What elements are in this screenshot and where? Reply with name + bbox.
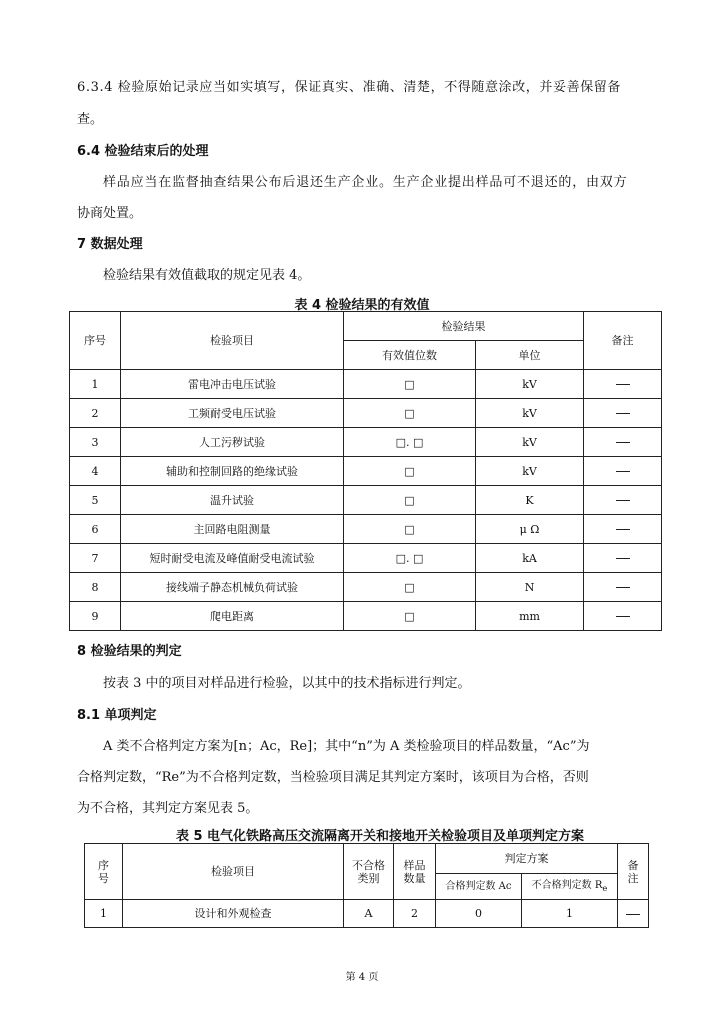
heading-6-4: 6.4 检验结束后的处理 [77, 144, 209, 159]
row-remark [584, 457, 662, 486]
dash-mark [616, 587, 630, 588]
row-unit: K [476, 486, 584, 515]
header-no-char1: 序 [98, 858, 109, 872]
table4-header-digits: 有效值位数 [344, 341, 476, 370]
row-digits: □ [344, 573, 476, 602]
row-no: 7 [70, 544, 121, 573]
paragraph-6-4-line2: 协商处置。 [77, 206, 143, 221]
header-remark-char2: 注 [627, 871, 639, 885]
row-digits: □ [344, 457, 476, 486]
page-number: 第 4 页 [345, 972, 379, 983]
row-no: 9 [70, 602, 121, 631]
paragraph-6-3-4-line2: 查。 [77, 112, 104, 127]
paragraph-6-3-4-line1: 6.3.4 检验原始记录应当如实填写，保证真实、准确、清楚，不得随意涂改，并妥善保留备 [77, 80, 622, 95]
row-digits: □ [344, 515, 476, 544]
table-row [70, 428, 662, 457]
dash-mark [616, 471, 630, 472]
header-qty-line1: 样品 [403, 858, 426, 872]
table4-caption: 表 4 检验结果的有效值 [294, 298, 430, 313]
row-no: 1 [70, 370, 121, 399]
row-unit: kV [476, 399, 584, 428]
row-remark [618, 900, 649, 928]
header-cat-line1: 不合格 [352, 858, 385, 872]
dash-mark [616, 442, 630, 443]
paragraph-8-1-line3: 为不合格，其判定方案见表 5。 [77, 801, 259, 816]
table-row [70, 602, 662, 631]
header-qty-line2: 数量 [403, 871, 426, 885]
table4-header-unit: 单位 [476, 341, 584, 370]
dash-mark [616, 558, 630, 559]
row-unit: mm [476, 602, 584, 631]
row-item: 短时耐受电流及峰值耐受电流试验 [121, 544, 344, 573]
paragraph-8: 按表 3 中的项目对样品进行检验，以其中的技术指标进行判定。 [103, 676, 471, 691]
paragraph-7: 检验结果有效值截取的规定见表 4。 [103, 268, 311, 283]
table-row [85, 900, 649, 928]
row-item: 雷电冲击电压试验 [121, 370, 344, 399]
table5-header-category [344, 844, 394, 900]
table5-header-plan: 判定方案 [436, 844, 618, 874]
row-unit: kV [476, 428, 584, 457]
table5-header-item: 检验项目 [123, 844, 344, 900]
table-row [70, 486, 662, 515]
row-digits: □. □ [344, 544, 476, 573]
row-no: 4 [70, 457, 121, 486]
dash-mark [626, 914, 640, 915]
row-unit: kV [476, 457, 584, 486]
row-no: 2 [70, 399, 121, 428]
table4-header-item: 检验项目 [121, 312, 344, 370]
row-digits: □ [344, 370, 476, 399]
row-unit: kA [476, 544, 584, 573]
row-item: 工频耐受电压试验 [121, 399, 344, 428]
row-digits: □ [344, 399, 476, 428]
header-cat-line2: 类别 [357, 871, 380, 885]
row-item: 温升试验 [121, 486, 344, 515]
heading-8: 8 检验结果的判定 [77, 644, 182, 659]
table4-header-no: 序号 [70, 312, 121, 370]
row-no: 5 [70, 486, 121, 515]
table4-header-remark: 备注 [584, 312, 662, 370]
header-re-text: 不合格判定数 R [531, 879, 603, 891]
table5-header-re [522, 874, 618, 900]
row-remark [584, 370, 662, 399]
table-row [70, 399, 662, 428]
table5-caption: 表 5 电气化铁路高压交流隔离开关和接地开关检验项目及单项判定方案 [175, 829, 585, 844]
header-no-char2: 号 [98, 871, 109, 885]
heading-7: 7 数据处理 [77, 237, 143, 252]
row-unit: N [476, 573, 584, 602]
row-no: 6 [70, 515, 121, 544]
paragraph-8-1-line1: A 类不合格判定方案为[n；Ac，Re]；其中“n”为 A 类检验项目的样品数量，“Ac”为 [103, 739, 590, 754]
paragraph-6-4-line1: 样品应当在监督抽查结果公布后退还生产企业。生产企业提出样品可不退还的，由双方 [103, 175, 628, 190]
row-remark [584, 515, 662, 544]
table-row [70, 457, 662, 486]
row-ac: 0 [436, 900, 522, 928]
table-row [70, 515, 662, 544]
table4-header-result: 检验结果 [344, 312, 584, 341]
table-row [70, 573, 662, 602]
row-remark [584, 486, 662, 515]
table4 [69, 311, 662, 631]
table5-header-quantity [394, 844, 436, 900]
row-unit: μ Ω [476, 515, 584, 544]
row-no: 3 [70, 428, 121, 457]
table5-header-ac: 合格判定数 Ac [436, 874, 522, 900]
dash-mark [616, 413, 630, 414]
row-no: 8 [70, 573, 121, 602]
table5-header-remark [618, 844, 649, 900]
table-row [70, 370, 662, 399]
row-no: 1 [85, 900, 123, 928]
row-remark [584, 602, 662, 631]
table-row [70, 544, 662, 573]
paragraph-8-1-line2: 合格判定数，“Re”为不合格判定数，当检验项目满足其判定方案时，该项目为合格，否则 [77, 770, 589, 785]
row-item: 辅助和控制回路的绝缘试验 [121, 457, 344, 486]
row-category: A [344, 900, 394, 928]
row-item: 主回路电阻测量 [121, 515, 344, 544]
header-re-subscript: e [602, 882, 608, 893]
row-item: 设计和外观检查 [123, 900, 344, 928]
row-remark [584, 544, 662, 573]
dash-mark [616, 529, 630, 530]
row-unit: kV [476, 370, 584, 399]
row-remark [584, 428, 662, 457]
dash-mark [616, 384, 630, 385]
dash-mark [616, 500, 630, 501]
table5-header-no [85, 844, 123, 900]
header-remark-char1: 备 [627, 858, 639, 872]
row-quantity: 2 [394, 900, 436, 928]
row-remark [584, 573, 662, 602]
heading-8-1: 8.1 单项判定 [77, 708, 157, 723]
row-re: 1 [522, 900, 618, 928]
row-digits: □ [344, 486, 476, 515]
row-item: 接线端子静态机械负荷试验 [121, 573, 344, 602]
row-digits: □ [344, 602, 476, 631]
row-item: 人工污秽试验 [121, 428, 344, 457]
row-remark [584, 399, 662, 428]
dash-mark [616, 616, 630, 617]
row-digits: □. □ [344, 428, 476, 457]
row-item: 爬电距离 [121, 602, 344, 631]
table5 [84, 843, 649, 928]
